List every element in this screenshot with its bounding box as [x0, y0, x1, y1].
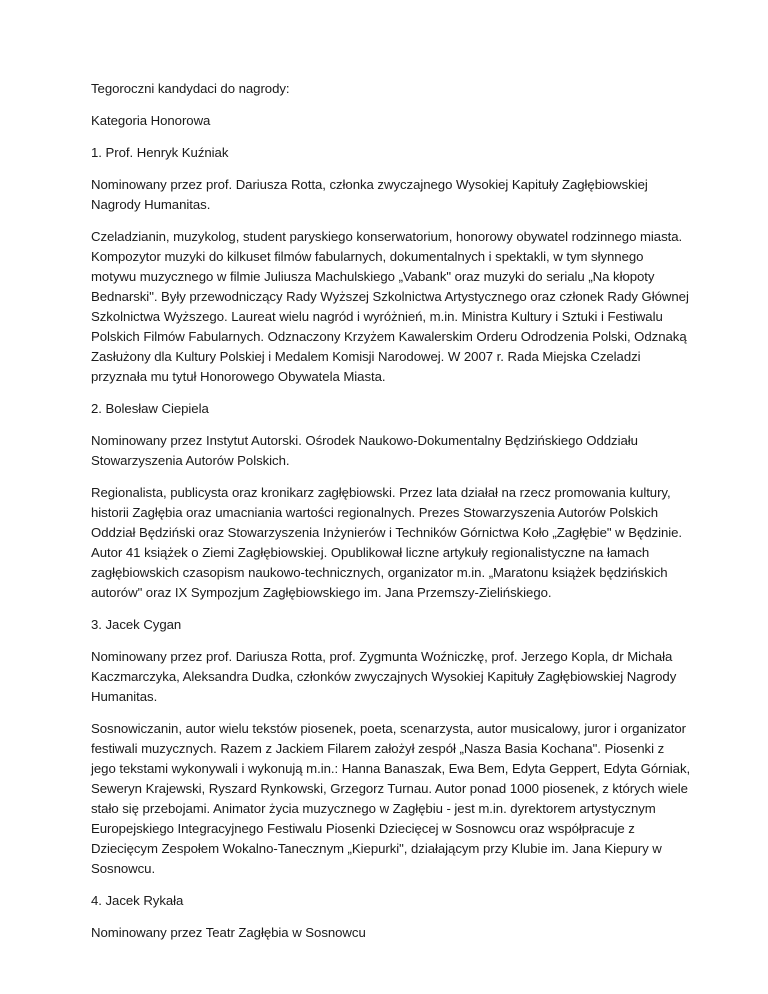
candidate-4-heading: 4. Jacek Rykała	[91, 893, 184, 908]
candidate-2-nomination: Nominowany przez Instytut Autorski. Ośrodek Naukowo-Dokumentalny Będzińskiego Oddziału Stowarzyszenia Autorów Polskich.	[91, 433, 638, 468]
candidate-2-bio: Regionalista, publicysta oraz kronikarz zagłębiowski. Przez lata działał na rzecz promowania kultury, historii Zagłębia oraz umacniania wartości regionalnych. Prezes Stowarzyszenia Autorów Polskich Oddział Będziński oraz Stowarzyszenia Inżynierów i Techników Górnictwa Koło „Zagłębie" w Będzinie. Autor 41 książek o Ziemi Zagłębiowskiej. Opublikował liczne artykuły regionalistyczne na łamach zagłębiowskich czasopism naukowo-technicznych, organizator m.in. „Maratonu książek będzińskich autorów" oraz IX Sympozjum Zagłębiowskiego im. Jana Przemszy-Zielińskiego.	[91, 485, 683, 600]
candidate-1-heading: 1. Prof. Henryk Kuźniak	[91, 145, 229, 160]
intro-line: Tegoroczni kandydaci do nagrody:	[91, 81, 290, 96]
candidate-3-bio: Sosnowiczanin, autor wielu tekstów piosenek, poeta, scenarzysta, autor musicalowy, juror i organizator festiwali muzycznych. Razem z Jackiem Filarem założył zespół „Nasza Basia Kochana". Piosenki z jego tekstami wykonywali i wykonują m.in.: Hanna Banaszak, Ewa Bem, Edyta Geppert, Edyta Górniak, Seweryn Krajewski, Ryszard Rynkowski, Grzegorz Turnau. Autor ponad 1000 piosenek, z których wiele stało się przebojami. Animator życia muzycznego w Zagłębiu - jest m.in. dyrektorem artystycznym Europejskiego Integracyjnego Festiwalu Piosenki Dziecięcej w Sosnowcu oraz współpracuje z Dziecięcym Zespołem Wokalno-Tanecznym „Kiepurki", działającym przy Klubie im. Jana Kiepury w Sosnowcu.	[91, 721, 691, 876]
category-title: Kategoria Honorowa	[91, 113, 211, 128]
candidate-1-nomination: Nominowany przez prof. Dariusza Rotta, członka zwyczajnego Wysokiej Kapituły Zagłębiowskiej Nagrody Humanitas.	[91, 177, 648, 212]
candidate-1-bio: Czeladzianin, muzykolog, student paryskiego konserwatorium, honorowy obywatel rodzinnego miasta. Kompozytor muzyki do kilkuset filmów fabularnych, dokumentalnych i spektakli, w tym słynnego motywu muzycznego w filmie Juliusza Machulskiego „Vabank" oraz muzyki do serialu „Na kłopoty Bednarski". Były przewodniczący Rady Wyższej Szkolnictwa Artystycznego oraz członek Rady Głównej Szkolnictwa Wyższego. Laureat wielu nagród i wyróżnień, m.in. Ministra Kultury i Sztuki i Festiwalu Polskich Filmów Fabularnych. Odznaczony Krzyżem Kawalerskim Orderu Odrodzenia Polski, Odznaką Zasłużony dla Kultury Polskiej i Medalem Komisji Narodowej. W 2007 r. Rada Miejska Czeladzi przyznała mu tytuł Honorowego Obywatela Miasta.	[91, 229, 689, 384]
candidate-3-heading: 3. Jacek Cygan	[91, 617, 182, 632]
candidate-3-nomination: Nominowany przez prof. Dariusza Rotta, prof. Zygmunta Woźniczkę, prof. Jerzego Kopla, dr Michała Kaczmarczyka, Aleksandra Dudka, członków zwyczajnych Wysokiej Kapituły Zagłębiowskiej Nagrody Humanitas.	[91, 649, 677, 704]
candidate-2-heading: 2. Bolesław Ciepiela	[91, 401, 209, 416]
candidate-4-nomination: Nominowany przez Teatr Zagłębia w Sosnowcu	[91, 925, 366, 940]
document-page	[91, 79, 691, 955]
